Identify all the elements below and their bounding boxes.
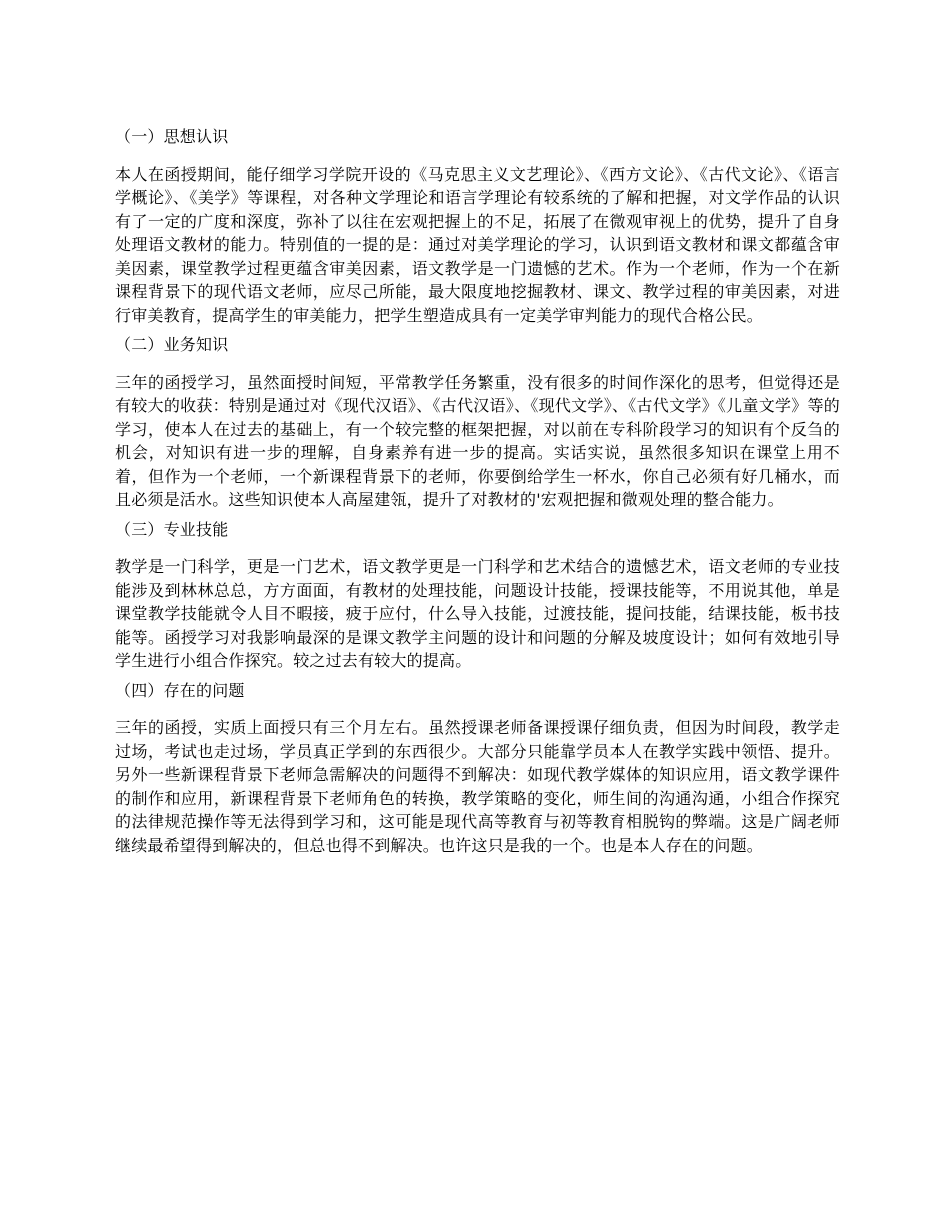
spacer bbox=[115, 702, 840, 716]
section-heading-business: （二）业务知识 bbox=[115, 335, 229, 354]
section-heading-problems: （四）存在的问题 bbox=[115, 680, 245, 700]
section-body-skills: 教学是一门科学，更是一门艺术，语文教学更是一门科学和艺术结合的遗憾艺术，语文老师的专业技能涉及到林林总总，方方面面，有教材的处理技能，问题设计技能，授课技能等，不用说其他，单是课堂教学技能就令人目不暇接，疲于应付，什么导入技能，过渡技能，提问技能，结课技能，板书技能等。函授学习对我影响最深的是课文教学主问题的设计和问题的分解及坡度设计；如何有效地引导学生进行小组合作探究。较之过去有较大的提高。 bbox=[115, 557, 840, 670]
spacer bbox=[115, 149, 840, 163]
section-body-problems: 三年的函授，实质上面授只有三个月左右。虽然授课老师备课授课仔细负责，但因为时间段，教学走过场，考试也走过场，学员真正学到的东西很少。大部分只能靠学员本人在教学实践中领悟、提升。另外一些新课程背景下老师急需解决的问题得不到解决：如现代教学媒体的知识应用，语文教学课件的制作和应用，新课程背景下老师角色的转换，教学策略的变化，师生间的沟通沟通，小组合作探究的法律规范操作等无法得到学习和，这可能是现代高等教育与初等教育相脱钩的弊端。这是广阔老师继续最希望得到解决的，但总也得不到解决。也许这只是我的一个。也是本人存在的问题。 bbox=[115, 718, 840, 855]
section-heading-thought: （一）思想认识 bbox=[115, 127, 229, 146]
section-body-thought: 本人在函授期间，能仔细学习学院开设的《马克思主义文艺理论》、《西方文论》、《古代文论》、《语言学概论》、《美学》等课程，对各种文学理论和语言学理论有较系统的了解和把握，对文学作品的认识有了一定的广度和深度，弥补了以往在宏观把握上的不足，拓展了在微观审视上的优势，提升了自身处理语文教材的能力。特别值的一提的是：通过对美学理论的学习，认识到语文教材和课文都蕴含审美因素，课堂教学过程更蕴含审美因素，语文教学是一门遗憾的艺术。作为一个老师，作为一个在新课程背景下的现代语文老师，应尽己所能，最大限度地挖掘教材、课文、教学过程的审美因素，对进行审美教育，提高学生的审美能力，把学生塑造成具有一定美学审判能力的现代合格公民。 bbox=[115, 164, 840, 325]
section-body-business: 三年的函授学习，虽然面授时间短，平常教学任务繁重，没有很多的时间作深化的思考，但觉得还是有较大的收获：特别是通过对《现代汉语》、《古代汉语》、《现代文学》、《古代文学》《儿童文学》等的学习，使本人在过去的基础上，有一个较完整的框架把握，对以前在专科阶段学习的知识有个反刍的机会，对知识有进一步的理解，自身素养有进一步的提高。实话实说，虽然很多知识在课堂上用不着，但作为一个老师，一个新课程背景下的老师，你要倒给学生一杯水，你自己必须有好几桶水，而且必须是活水。这些知识使本人高屋建瓴，提升了对教材的'宏观把握和微观处理的整合能力。 bbox=[115, 372, 840, 509]
spacer bbox=[115, 541, 840, 555]
document-page bbox=[115, 123, 840, 857]
spacer bbox=[115, 357, 840, 371]
section-heading-skills: （三）专业技能 bbox=[115, 519, 229, 539]
